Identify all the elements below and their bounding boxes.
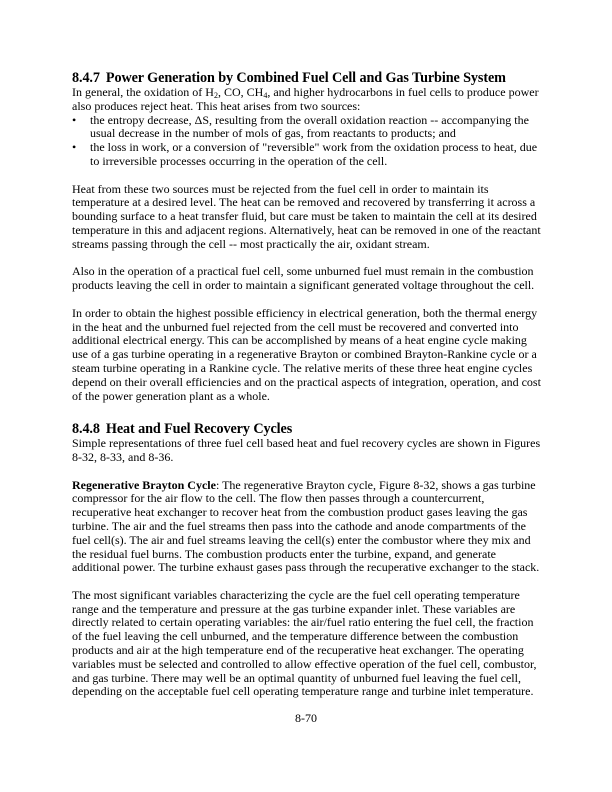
bullet-icon: •	[72, 140, 77, 155]
brayton-label: Regenerative Brayton Cycle	[72, 477, 216, 492]
heat-sources-list	[72, 114, 542, 169]
section-title: Power Generation by Combined Fuel Cell and Gas Turbine System	[105, 70, 506, 86]
paragraph-recovery-intro: Simple representations of three fuel cell based heat and fuel recovery cycles are shown in Figures 8-32, 8-33, and 8-36.	[72, 436, 541, 464]
document-page	[72, 70, 542, 699]
intro-paragraph: In general, the oxidation of $H_2$, CO, $CH_4$, and higher hydrocarbons in fuel cells to produce power also produces reject heat. This heat arises from two sources:	[72, 85, 539, 113]
list-item: • the entropy decrease, ΔS, resulting from the overall oxidation reaction -- accompanying the usual decrease in the number of mols of gas, from reactants to products; and	[72, 112, 529, 141]
section-number: 8.4.8	[72, 421, 100, 438]
paragraph-brayton-cycle: Regenerative Brayton Cycle: The regenerative Brayton cycle, Figure 8-32, shows a gas turbine compressor for the air flow to the cell. The flow then passes through a countercurrent, recuperative heat exchanger to recover heat from the combustion product gases leaving the gas turbine. The air and the fuel streams then pass into the cathode and anode compartments of the fuel cell(s). The air and fuel streams leaving the cell(s) enter the combustor where they mix and the residual fuel burns. The combustion products enter the turbine, expand, and generate additional power. The turbine exhaust gases pass through the recuperative exchanger to the stack.	[72, 477, 540, 575]
bullet-icon: •	[72, 112, 77, 127]
section-title: Heat and Fuel Recovery Cycles	[105, 421, 293, 438]
list-item: • the loss in work, or a conversion of "reversible" work from the oxidation process to heat, due to irreversible processes occurring in the operation of the cell.	[72, 140, 538, 168]
page-number: 8-70	[295, 711, 317, 725]
paragraph-unburned-fuel: Also in the operation of a practical fuel cell, some unburned fuel must remain in the combustion products leaving the cell in order to maintain a significant generated voltage throughout the cell.	[72, 264, 535, 293]
section-heading-8-4-8	[72, 421, 542, 437]
paragraph-efficiency: In order to obtain the highest possible efficiency in electrical generation, both the thermal energy in the heat and the unburned fuel rejected from the cell must be recovered and converted into additional electrical energy. This can be accomplished by means of a heat engine cycle making use of a gas turbine operating in a regenerative Brayton or combined Brayton-Rankine cycle or a steam turbine operating in a Rankine cycle. The relative merits of these three heat engine cycles depend on their overall efficiencies and on the practical aspects of integration, operation, and cost of the power generation plant as a whole.	[72, 305, 541, 403]
section-heading-8-4-7	[72, 70, 542, 86]
paragraph-heat-rejection: Heat from these two sources must be rejected from the fuel cell in order to maintain its temperature at a desired level. The heat can be removed and recovered by transferring it across a bounding surface to a heat transfer fluid, but care must be taken to maintain the cell at its desired temperature in this and adjacent regions. Alternatively, heat can be removed in one of the reactant streams passing through the cell -- most practically the air, oxidant stream.	[72, 181, 541, 251]
section-number: 8.4.7	[72, 70, 100, 86]
paragraph-cycle-variables: The most significant variables characterizing the cycle are the fuel cell operating temperature range and the temperature and pressure at the gas turbine expander inlet. These variables are directly related to certain operating variables: the air/fuel ratio entering the fuel cell, the fraction of the fuel leaving the cell unburned, and the temperature difference between the combustion products and air at the high temperature end of the recuperative heat exchanger. The operating variables must be selected and controlled to allow effective operation of the fuel cell, combustor, and gas turbine. There may well be an optimal quantity of unburned fuel leaving the fuel cell, depending on the acceptable fuel cell operating temperature range and turbine inlet temperature.	[72, 587, 537, 699]
